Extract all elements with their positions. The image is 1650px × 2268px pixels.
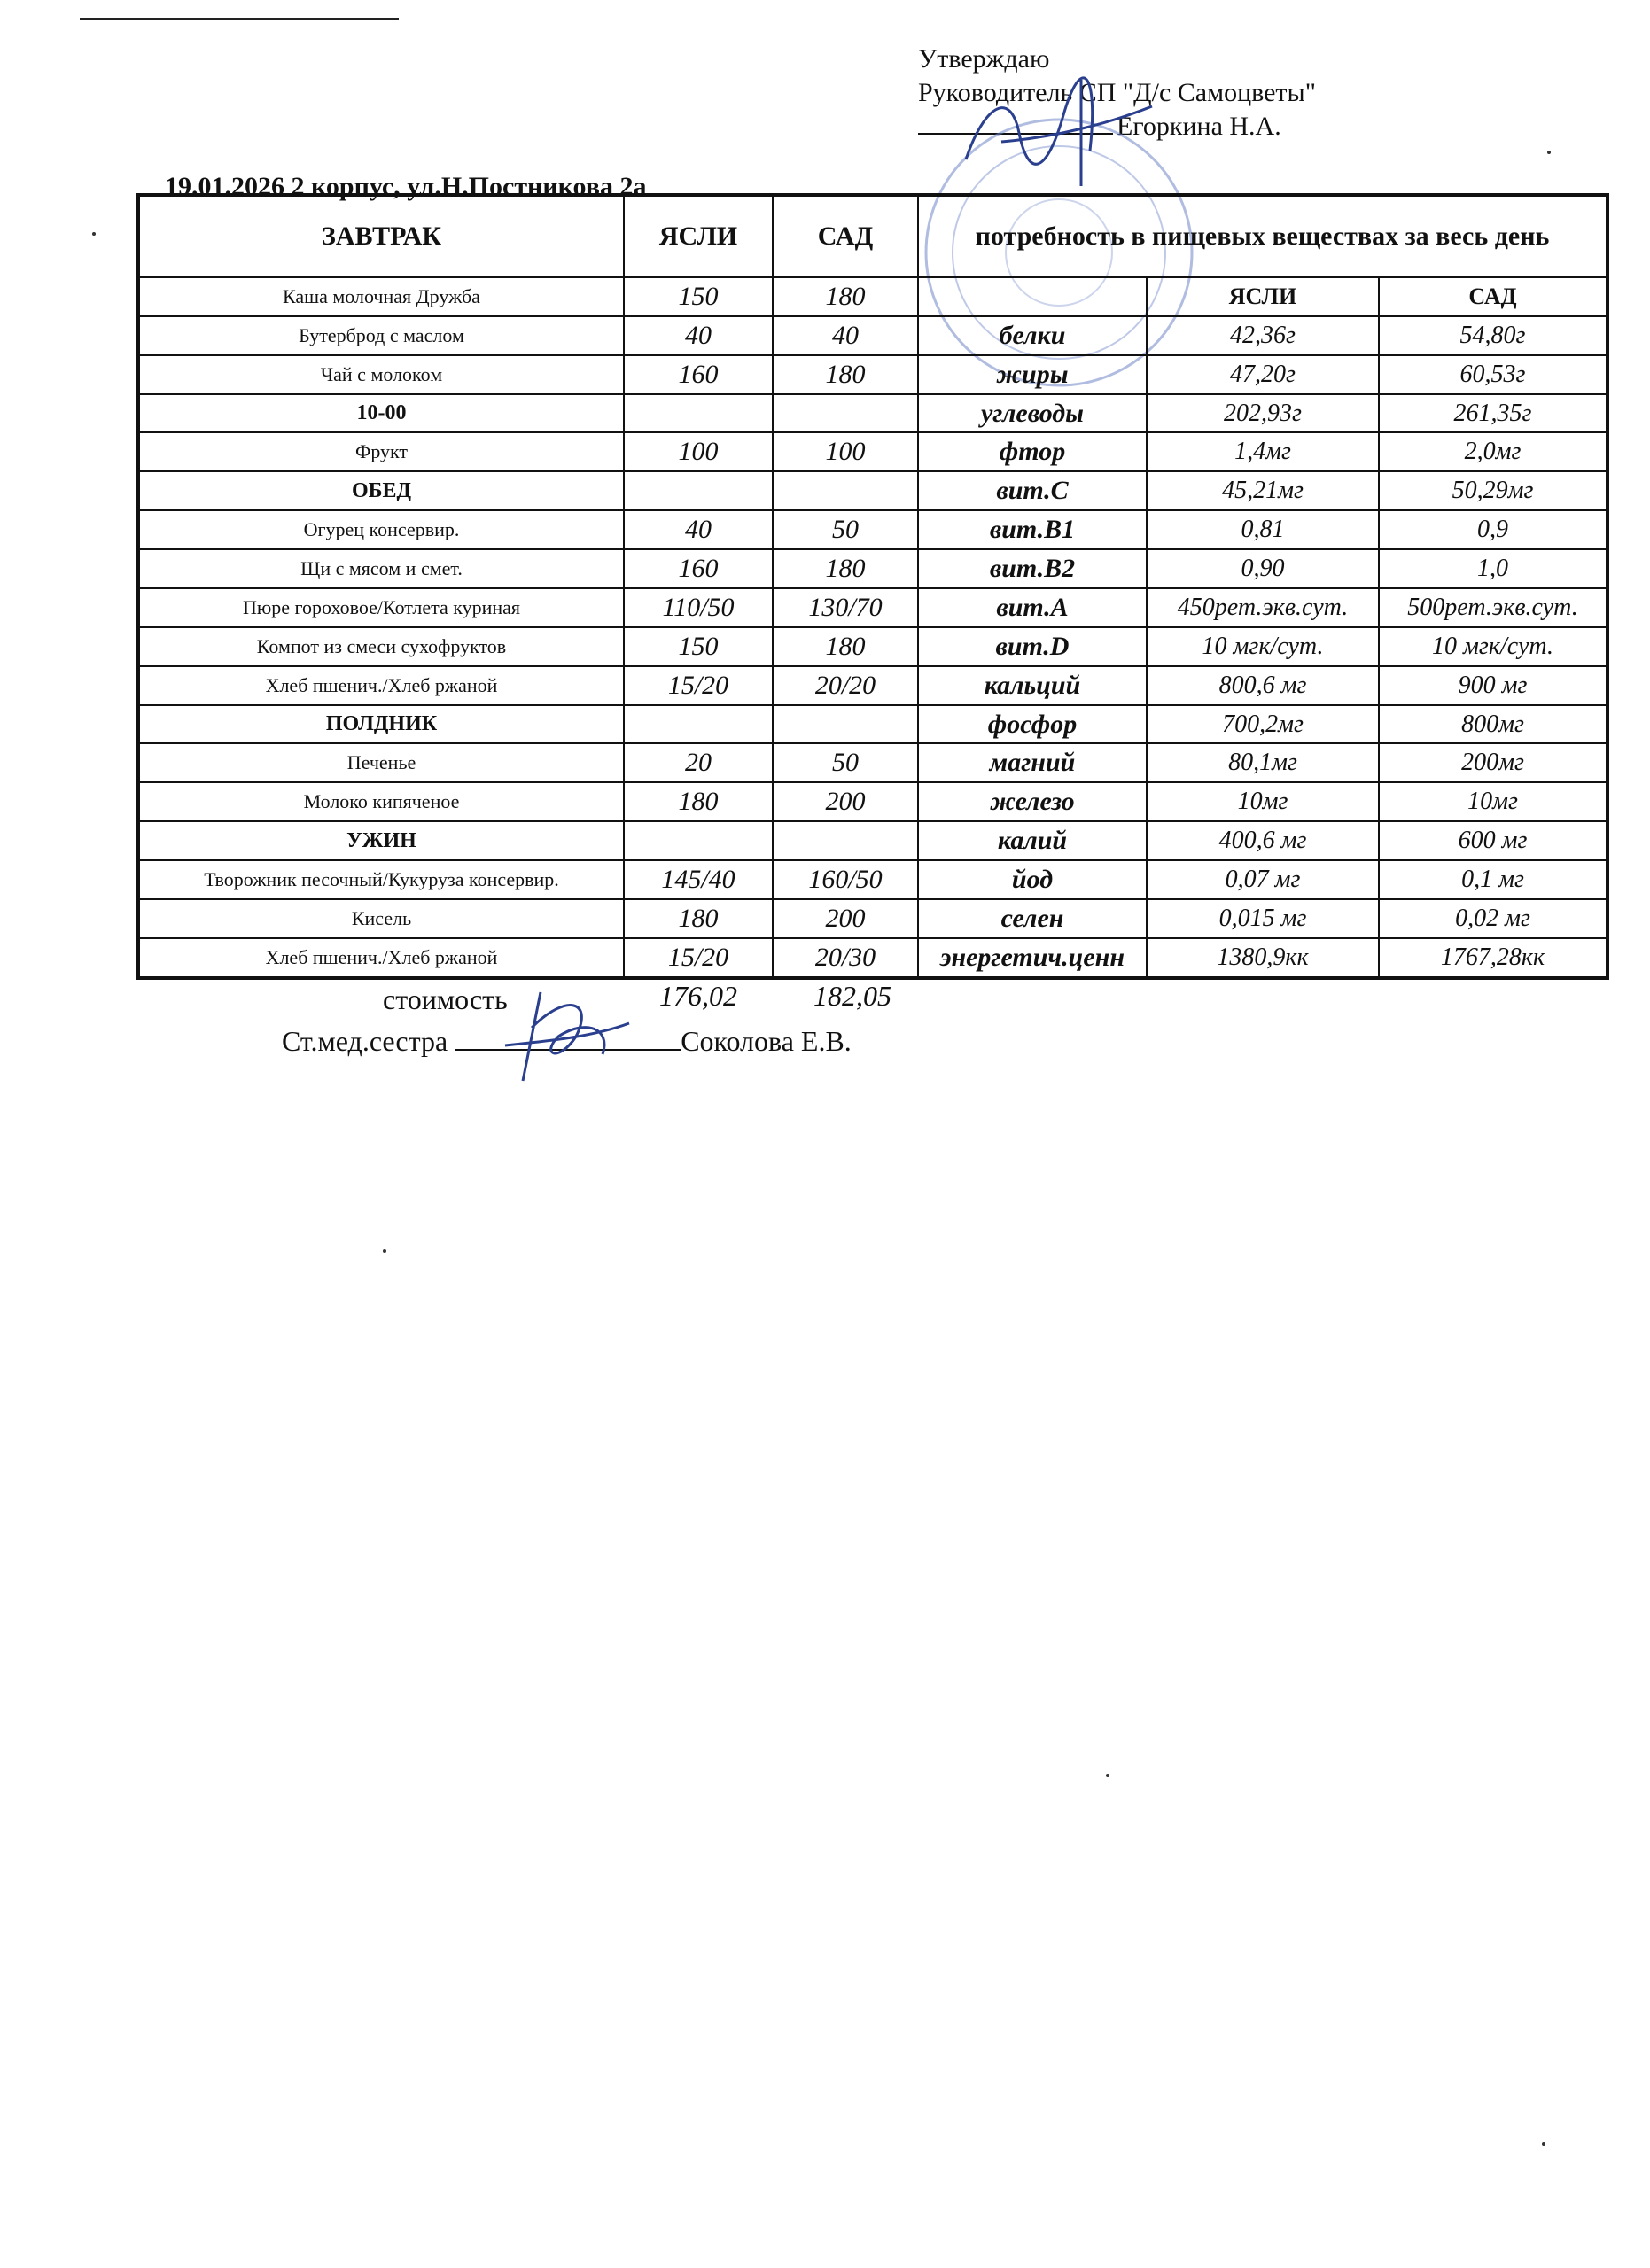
header-sad: САД: [773, 195, 918, 277]
dish-cell: Бутерброд с маслом: [138, 316, 624, 355]
nutrient-name-cell: белки: [918, 316, 1147, 355]
nutrient-yasli-cell: 400,6 мг: [1147, 821, 1379, 860]
yasli-portion-cell: 100: [624, 432, 773, 471]
nutrient-sad-cell: 600 мг: [1379, 821, 1607, 860]
table-row: [138, 432, 1607, 471]
top-rule: [80, 18, 399, 20]
speck: [92, 232, 96, 236]
director-signature: [948, 53, 1161, 195]
dish-cell: Фрукт: [138, 432, 624, 471]
nutrient-yasli-cell: 1380,9кк: [1147, 938, 1379, 978]
nutrient-sad-cell: 800мг: [1379, 705, 1607, 744]
nutrient-yasli-cell: 0,81: [1147, 510, 1379, 549]
nutrient-yasli-cell: 45,21мг: [1147, 471, 1379, 510]
yasli-portion-cell: [624, 394, 773, 433]
approval-line-1: Утверждаю: [918, 44, 1050, 74]
subheader-yasli: ЯСЛИ: [1147, 277, 1379, 316]
table-header-row: [138, 195, 1607, 277]
header-breakfast: ЗАВТРАК: [138, 195, 624, 277]
table-row: [138, 355, 1607, 394]
nutrient-sad-cell: 0,02 мг: [1379, 899, 1607, 938]
nutrient-yasli-cell: 80,1мг: [1147, 743, 1379, 782]
speck: [1106, 1774, 1109, 1777]
sad-portion-cell: 40: [773, 316, 918, 355]
dish-cell: Чай с молоком: [138, 355, 624, 394]
menu-table: [136, 193, 1609, 980]
sad-portion-cell: 20/30: [773, 938, 918, 978]
dish-cell: Огурец консервир.: [138, 510, 624, 549]
dish-cell: Щи с мясом и смет.: [138, 549, 624, 588]
table-row: [138, 821, 1607, 860]
yasli-portion-cell: 150: [624, 277, 773, 316]
yasli-portion-cell: 40: [624, 510, 773, 549]
table-row: [138, 938, 1607, 978]
nutrient-sad-cell: 0,1 мг: [1379, 860, 1607, 899]
nutrient-label-cell: [918, 277, 1147, 316]
sad-portion-cell: 50: [773, 510, 918, 549]
nutrient-yasli-cell: 202,93г: [1147, 394, 1379, 433]
table-row: [138, 316, 1607, 355]
dish-cell: Кисель: [138, 899, 624, 938]
nutrient-sad-cell: 200мг: [1379, 743, 1607, 782]
approval-line-2: Руководитель СП "Д/с Самоцветы": [918, 78, 1316, 107]
sad-portion-cell: 100: [773, 432, 918, 471]
sad-portion-cell: [773, 471, 918, 510]
dish-cell: Хлеб пшенич./Хлеб ржаной: [138, 938, 624, 978]
nutrient-yasli-cell: 700,2мг: [1147, 705, 1379, 744]
nutrient-name-cell: вит.D: [918, 627, 1147, 666]
speck: [1547, 151, 1551, 154]
sad-portion-cell: 160/50: [773, 860, 918, 899]
nutrient-sad-cell: 50,29мг: [1379, 471, 1607, 510]
header-yasli: ЯСЛИ: [624, 195, 773, 277]
subheader-sad: САД: [1379, 277, 1607, 316]
nutrient-name-cell: железо: [918, 782, 1147, 821]
nutrient-name-cell: фосфор: [918, 705, 1147, 744]
yasli-portion-cell: 145/40: [624, 860, 773, 899]
dish-cell: Каша молочная Дружба: [138, 277, 624, 316]
table-row: [138, 549, 1607, 588]
yasli-portion-cell: [624, 705, 773, 744]
yasli-portion-cell: [624, 821, 773, 860]
nutrient-sad-cell: 60,53г: [1379, 355, 1607, 394]
nutrient-name-cell: энергетич.ценн: [918, 938, 1147, 978]
table-row: [138, 588, 1607, 627]
table-row: [138, 860, 1607, 899]
dish-cell: Хлеб пшенич./Хлеб ржаной: [138, 666, 624, 705]
nutrient-sad-cell: 500рет.экв.сут.: [1379, 588, 1607, 627]
table-row: [138, 627, 1607, 666]
nurse-name: Соколова Е.В.: [681, 1025, 852, 1057]
table-row: [138, 705, 1607, 744]
sad-portion-cell: 50: [773, 743, 918, 782]
yasli-portion-cell: 160: [624, 355, 773, 394]
dish-cell: Компот из смеси сухофруктов: [138, 627, 624, 666]
sad-portion-cell: 180: [773, 355, 918, 394]
dish-cell: УЖИН: [138, 821, 624, 860]
table-row: [138, 471, 1607, 510]
nutrient-name-cell: вит.В2: [918, 549, 1147, 588]
nurse-signature: [496, 975, 638, 1090]
nutrient-sad-cell: 1,0: [1379, 549, 1607, 588]
nurse-label: Ст.мед.сестра: [282, 1025, 448, 1057]
cost-sad: 182,05: [813, 980, 891, 1012]
cost-label: стоимость: [383, 983, 508, 1015]
nutrient-sad-cell: 10 мгк/сут.: [1379, 627, 1607, 666]
nutrient-name-cell: жиры: [918, 355, 1147, 394]
sad-portion-cell: 180: [773, 627, 918, 666]
dish-cell: ОБЕД: [138, 471, 624, 510]
yasli-portion-cell: 40: [624, 316, 773, 355]
dish-cell: 10-00: [138, 394, 624, 433]
nutrient-yasli-cell: 800,6 мг: [1147, 666, 1379, 705]
nutrient-sad-cell: 1767,28кк: [1379, 938, 1607, 978]
speck: [1542, 2142, 1545, 2146]
sad-portion-cell: 200: [773, 782, 918, 821]
nutrient-name-cell: углеводы: [918, 394, 1147, 433]
dish-cell: Творожник песочный/Кукуруза консервир.: [138, 860, 624, 899]
sad-portion-cell: [773, 705, 918, 744]
nutrient-name-cell: вит.С: [918, 471, 1147, 510]
yasli-portion-cell: 15/20: [624, 938, 773, 978]
cost-yasli: 176,02: [659, 980, 737, 1012]
table-row: [138, 743, 1607, 782]
sad-portion-cell: [773, 821, 918, 860]
nutrient-name-cell: калий: [918, 821, 1147, 860]
sad-portion-cell: 180: [773, 549, 918, 588]
sad-portion-cell: 180: [773, 277, 918, 316]
yasli-portion-cell: 160: [624, 549, 773, 588]
speck: [383, 1249, 386, 1253]
nutrient-sad-cell: 0,9: [1379, 510, 1607, 549]
table-row: [138, 899, 1607, 938]
sad-portion-cell: 130/70: [773, 588, 918, 627]
dish-cell: Пюре гороховое/Котлета куриная: [138, 588, 624, 627]
table-row: [138, 666, 1607, 705]
yasli-portion-cell: 20: [624, 743, 773, 782]
nutrient-name-cell: магний: [918, 743, 1147, 782]
nutrient-yasli-cell: 450рет.экв.сут.: [1147, 588, 1379, 627]
table-row: [138, 394, 1607, 433]
sad-portion-cell: [773, 394, 918, 433]
nutrient-yasli-cell: 0,07 мг: [1147, 860, 1379, 899]
page-title: 19.01.2026 2 корпус, ул.Н.Постникова 2а: [165, 172, 647, 201]
nutrient-sad-cell: 900 мг: [1379, 666, 1607, 705]
nutrient-yasli-cell: 0,90: [1147, 549, 1379, 588]
table-row: [138, 277, 1607, 316]
dish-cell: Молоко кипяченое: [138, 782, 624, 821]
table-row: [138, 510, 1607, 549]
nutrient-name-cell: вит.В1: [918, 510, 1147, 549]
nutrient-name-cell: кальций: [918, 666, 1147, 705]
yasli-portion-cell: 180: [624, 899, 773, 938]
sad-portion-cell: 200: [773, 899, 918, 938]
nutrient-yasli-cell: 47,20г: [1147, 355, 1379, 394]
nutrient-yasli-cell: 10мг: [1147, 782, 1379, 821]
header-needs: потребность в пищевых веществах за весь день: [918, 195, 1607, 277]
dish-cell: ПОЛДНИК: [138, 705, 624, 744]
nutrient-sad-cell: 54,80г: [1379, 316, 1607, 355]
table-row: [138, 782, 1607, 821]
yasli-portion-cell: 150: [624, 627, 773, 666]
dish-cell: Печенье: [138, 743, 624, 782]
nutrient-name-cell: селен: [918, 899, 1147, 938]
yasli-portion-cell: 15/20: [624, 666, 773, 705]
director-name: Егоркина Н.А.: [1117, 112, 1281, 141]
yasli-portion-cell: 110/50: [624, 588, 773, 627]
nutrient-sad-cell: 10мг: [1379, 782, 1607, 821]
nutrient-yasli-cell: 10 мгк/сут.: [1147, 627, 1379, 666]
nutrient-yasli-cell: 1,4мг: [1147, 432, 1379, 471]
nutrient-yasli-cell: 42,36г: [1147, 316, 1379, 355]
yasli-portion-cell: [624, 471, 773, 510]
nutrient-name-cell: вит.А: [918, 588, 1147, 627]
yasli-portion-cell: 180: [624, 782, 773, 821]
nutrient-sad-cell: 261,35г: [1379, 394, 1607, 433]
nutrient-yasli-cell: 0,015 мг: [1147, 899, 1379, 938]
nutrient-name-cell: фтор: [918, 432, 1147, 471]
sad-portion-cell: 20/20: [773, 666, 918, 705]
nutrient-name-cell: йод: [918, 860, 1147, 899]
nutrient-sad-cell: 2,0мг: [1379, 432, 1607, 471]
